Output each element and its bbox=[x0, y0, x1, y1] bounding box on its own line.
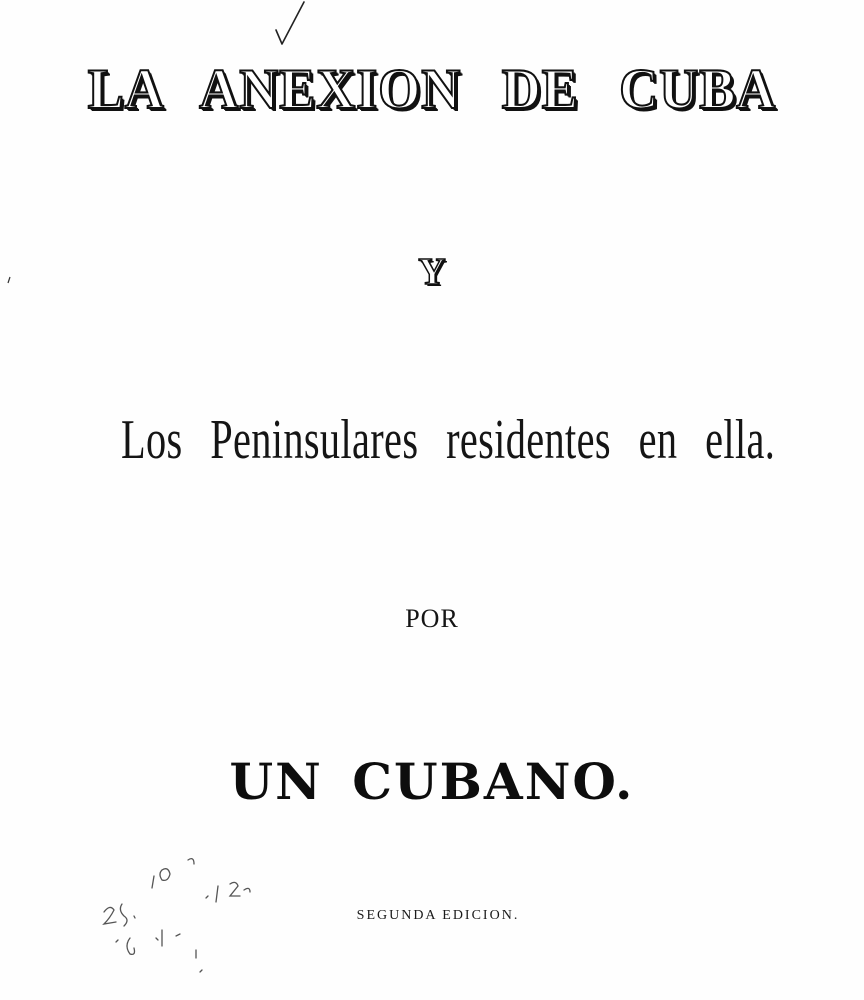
book-title: LA ANEXION DE CUBA bbox=[87, 57, 777, 121]
edition-note: SEGUNDA EDICION. bbox=[356, 908, 520, 923]
handwritten-checkmark bbox=[272, 0, 312, 50]
author-name: UN CUBANO. bbox=[229, 752, 635, 811]
title-conjunction: Y bbox=[418, 251, 446, 293]
by-line: POR bbox=[405, 604, 459, 633]
book-subtitle: Los Peninsulares residentes en ella. bbox=[120, 409, 776, 471]
